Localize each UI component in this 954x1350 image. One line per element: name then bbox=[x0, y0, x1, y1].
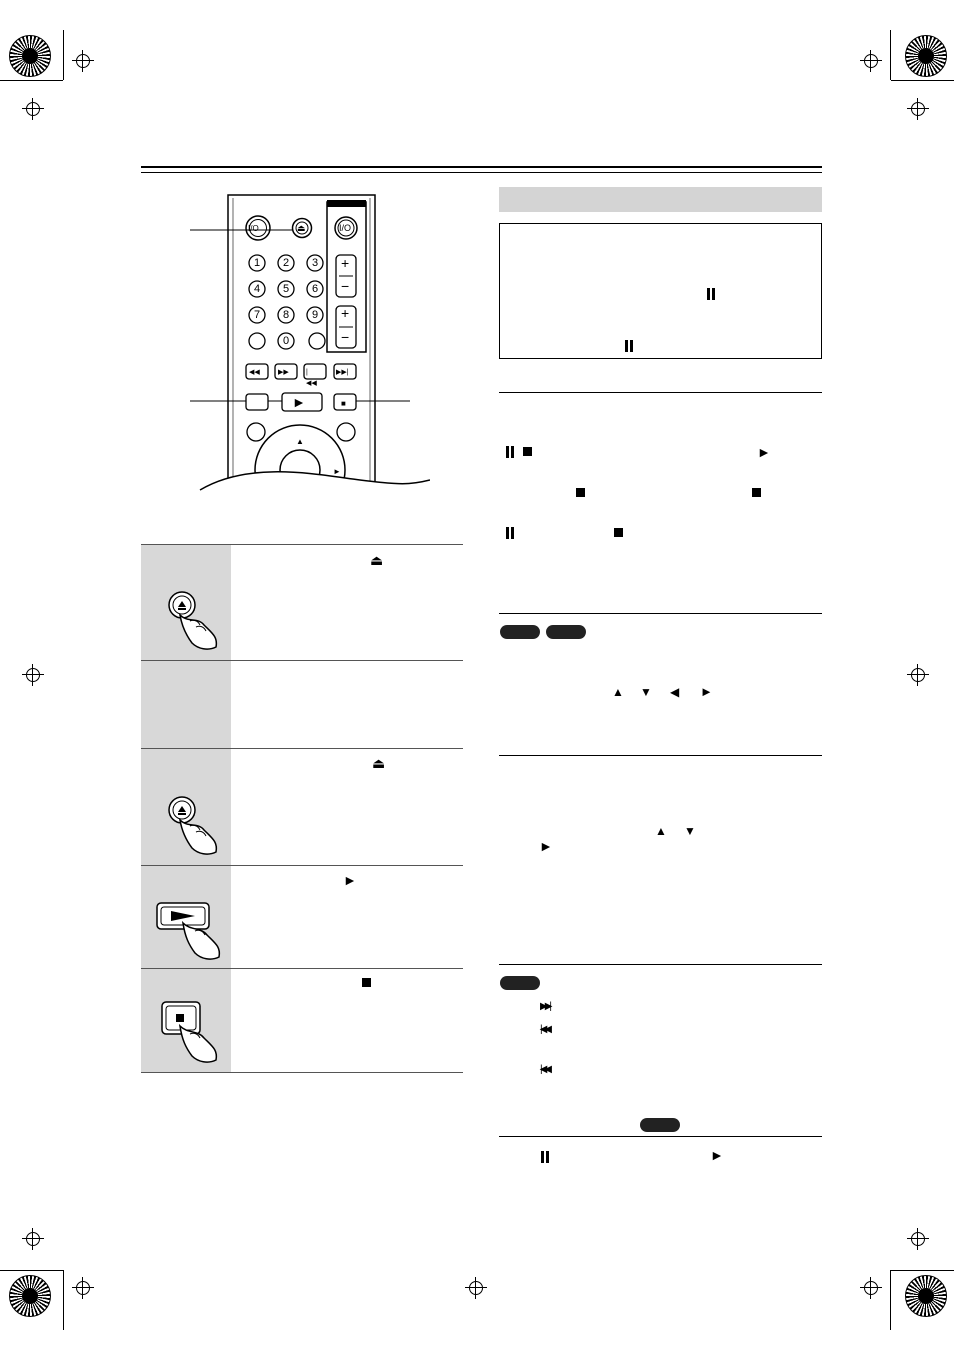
crosshair-mark bbox=[465, 1277, 487, 1299]
disc-type-badge bbox=[500, 976, 540, 990]
remote-number-3[interactable]: 3 bbox=[312, 257, 319, 269]
stop-icon bbox=[576, 488, 585, 497]
step-5-stop-symbol bbox=[362, 978, 371, 987]
remote-prev-button[interactable]: |◀◀ bbox=[306, 369, 317, 387]
remote-power-left-label: I/O bbox=[248, 224, 259, 233]
down-arrow-icon: ▼ bbox=[640, 685, 652, 699]
hand-press-stop-icon bbox=[160, 998, 230, 1068]
disc-type-badge bbox=[500, 625, 540, 639]
section-divider bbox=[499, 1136, 822, 1137]
pause-icon bbox=[540, 1151, 550, 1163]
crosshair-mark bbox=[72, 1277, 94, 1299]
crosshair-mark bbox=[860, 1277, 882, 1299]
play-icon: ► bbox=[539, 838, 553, 854]
play-icon: ► bbox=[757, 444, 771, 460]
crosshair-mark bbox=[860, 50, 882, 72]
remote-ch-minus[interactable]: − bbox=[341, 329, 350, 345]
left-arrow-icon: ◀ bbox=[670, 685, 680, 699]
hand-press-eject-icon bbox=[160, 790, 230, 860]
remote-number-8[interactable]: 8 bbox=[283, 309, 290, 321]
registration-sunburst-top-left bbox=[9, 35, 51, 77]
remote-number-0[interactable]: 0 bbox=[283, 335, 290, 347]
crosshair-mark bbox=[72, 50, 94, 72]
section-header-bar bbox=[499, 187, 822, 212]
registration-sunburst-bottom-left bbox=[9, 1275, 51, 1317]
remote-number-9[interactable]: 9 bbox=[312, 309, 319, 321]
section-divider bbox=[499, 392, 822, 393]
header-rule-thick bbox=[141, 166, 822, 168]
section-divider bbox=[499, 755, 822, 756]
play-icon: ► bbox=[710, 1147, 724, 1163]
remote-eject-label: ⏏ bbox=[297, 223, 306, 233]
remote-number-7[interactable]: 7 bbox=[254, 309, 261, 321]
remote-next-button[interactable]: ▶▶| bbox=[336, 369, 349, 376]
disc-type-badge bbox=[546, 625, 586, 639]
step-3-eject-symbol: ⏏ bbox=[372, 755, 386, 771]
crosshair-mark bbox=[907, 98, 929, 120]
hand-press-eject-icon bbox=[160, 585, 230, 655]
remote-rewind-button[interactable]: ◀◀ bbox=[249, 369, 260, 376]
note-box bbox=[499, 223, 822, 359]
crosshair-mark bbox=[22, 98, 44, 120]
remote-number-4[interactable]: 4 bbox=[254, 283, 261, 295]
stop-icon bbox=[523, 447, 532, 456]
remote-number-6[interactable]: 6 bbox=[312, 283, 319, 295]
hand-press-play-icon bbox=[155, 895, 230, 965]
next-track-icon: ▶▶| bbox=[540, 1001, 549, 1012]
pause-icon bbox=[624, 340, 634, 352]
remote-stop-button[interactable]: ■ bbox=[341, 399, 346, 408]
registration-sunburst-bottom-right bbox=[905, 1275, 947, 1317]
remote-number-1[interactable]: 1 bbox=[254, 257, 261, 269]
crosshair-mark bbox=[907, 664, 929, 686]
stop-icon bbox=[752, 488, 761, 497]
remote-ch-plus[interactable]: + bbox=[341, 305, 350, 321]
stop-icon bbox=[614, 528, 623, 537]
pause-icon bbox=[505, 527, 515, 539]
right-arrow-icon: ► bbox=[700, 684, 713, 699]
remote-number-2[interactable]: 2 bbox=[283, 257, 290, 269]
header-rule-thin bbox=[141, 172, 822, 173]
crosshair-mark bbox=[22, 1228, 44, 1250]
remote-right-button[interactable]: ► bbox=[333, 467, 341, 476]
step-1-eject-symbol: ⏏ bbox=[370, 552, 384, 568]
remote-vol-minus[interactable]: − bbox=[341, 278, 350, 294]
section-divider bbox=[499, 964, 822, 965]
remote-fastforward-button[interactable]: ▶▶ bbox=[278, 369, 289, 376]
step-2-cell bbox=[141, 661, 231, 748]
step-4-play-symbol: ► bbox=[343, 872, 357, 888]
registration-sunburst-top-right bbox=[905, 35, 947, 77]
remote-power-right-label: I/O bbox=[339, 223, 352, 233]
remote-up-button[interactable]: ▲ bbox=[296, 437, 304, 446]
down-arrow-icon: ▼ bbox=[684, 824, 696, 838]
pause-icon bbox=[706, 288, 716, 300]
crosshair-mark bbox=[907, 1228, 929, 1250]
remote-number-5[interactable]: 5 bbox=[283, 283, 290, 295]
remote-vol-plus[interactable]: + bbox=[341, 255, 350, 271]
disc-type-badge bbox=[640, 1118, 680, 1132]
previous-track-icon: |◀◀ bbox=[540, 1024, 549, 1035]
up-arrow-icon: ▲ bbox=[612, 685, 624, 699]
pause-icon bbox=[505, 446, 515, 458]
up-arrow-icon: ▲ bbox=[655, 824, 667, 838]
previous-track-icon: |◀◀ bbox=[540, 1064, 549, 1075]
crosshair-mark bbox=[22, 664, 44, 686]
section-divider bbox=[499, 613, 822, 614]
remote-play-button[interactable]: ► bbox=[292, 394, 306, 410]
